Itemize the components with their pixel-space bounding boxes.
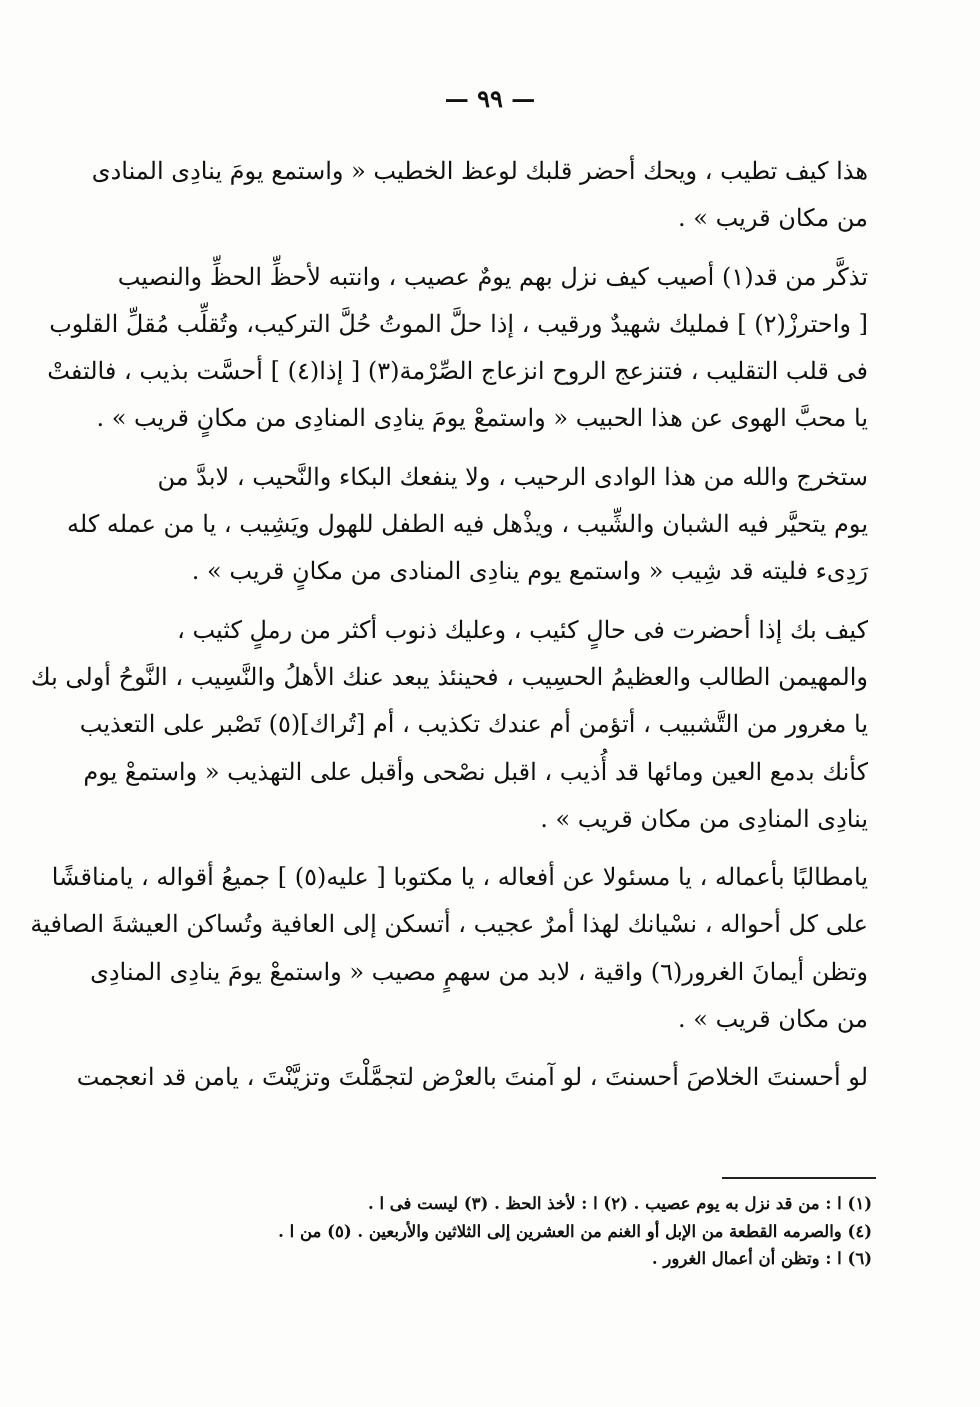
- main-text: [30, 148, 868, 1102]
- paragraph-gap: [150, 596, 868, 607]
- text-line: على كل أحواله ، نسْيانك لهذا أمرٌ عجيب ، أتسكن إلى العافية وتُساكن العيشةَ الصافية: [30, 910, 868, 939]
- text-line: يوم يتحيَّر فيه الشبان والشِّيب ، ويذْهل فيه الطفل للهول ويَشِيب ، يا من عمله كله: [67, 510, 868, 539]
- text-line: يامطالبًا بأعماله ، يا مسئولا عن أفعاله ، يا مكتوبا [ عليه(٥) ] جميعُ أقواله ، يامناقشًا: [51, 863, 868, 892]
- paragraph-gap: [150, 243, 868, 254]
- text-line: [ واحترزْ(٢) ] فمليك شهيدٌ ورقيب ، إذا حلَّ الموتُ حُلَّ التركيب، وتُقلِّب مُقلِّ القلوب: [49, 309, 868, 338]
- paragraph-gap: [150, 1043, 868, 1054]
- text-line: من مكان قريب » .: [678, 204, 868, 233]
- text-line: ينادِى المنادِى من مكان قريب » .: [540, 804, 868, 833]
- text-line: من مكان قريب » .: [678, 1005, 868, 1034]
- footnote-separator: [722, 1177, 876, 1179]
- footnote-line: (٦) ا : وتظن أن أعمال الغرور .: [651, 1249, 872, 1268]
- text-line: كيف بك إذا أحضرت فى حالٍ كئيب ، وعليك ذنوب أكثر من رملٍ كثيب ،: [177, 615, 868, 644]
- text-line: والمهيمن الطالب والعظيمُ الحسِيب ، فحينئذ يبعد عنك الأهلُ والنَّسِيب ، النَّوحُ أولى بك: [30, 662, 868, 691]
- text-line: تذكَّر من قد(١) أصيب كيف نزل بهم يومٌ عصيب ، وانتبه لأحظِّ الحظِّ والنصيب: [117, 262, 868, 291]
- footnotes: [150, 1190, 872, 1273]
- text-line: ستخرج والله من هذا الوادى الرحيب ، ولا ينفعك البكاء والنَّحيب ، لابدَّ من: [157, 462, 868, 491]
- text-line: فى قلب التقليب ، فتنزعج الروح انزعاج الصِّرْمة(٣) [ إذا(٤) ] أحسَّت بذيب ، فالتفتْ: [47, 357, 868, 386]
- page-number: — ٩٩ —: [444, 84, 536, 113]
- paragraph-gap: [150, 443, 868, 454]
- footnote-line: (٤) والصرمه القطعة من الإبل أو الغنم من العشرين إلى الثلاثين والأربعين . (٥) من ا .: [278, 1221, 872, 1241]
- footnote-line: (١) ا : من قد نزل به يوم عصيب . (٢) ا : لأخذ الحظ . (٣) ليست فى ا .: [367, 1194, 872, 1213]
- text-line: يا مغرور من التَّشبيب ، أتؤمن أم عندك تكذيب ، أم [تُراك](٥) تَصْبر على التعذيب: [79, 710, 868, 739]
- text-line: هذا كيف تطيب ، ويحك أحضر قلبك لوعظ الخطيب « واستمع يومَ ينادِى المنادى: [91, 157, 868, 185]
- text-line: كأنك بدمع العين ومائها قد أُذيب ، اقبل نصْحى وأقبل على التهذيب « واستمعْ يوم: [83, 757, 868, 786]
- text-line: يا محبَّ الهوى عن هذا الحبيب « واستمعْ يومَ ينادِى المنادِى من مكانٍ قريب » .: [96, 404, 868, 433]
- paragraph-gap: [150, 843, 868, 854]
- text-line: رَدِىء فليته قد شِيب « واستمع يوم ينادِى المنادى من مكانٍ قريب » .: [191, 557, 868, 586]
- text-line: وتظن أيمانَ الغرور(٦) واقية ، لابد من سهمٍ مصيب « واستمعْ يومَ ينادِى المنادِى: [90, 957, 868, 986]
- text-line: لو أحسنتَ الخلاصَ أحسنتَ ، لو آمنتَ بالعرْض لتجمَّلْتَ وتزيَّنْتَ ، يامن قد انعجمت: [76, 1063, 868, 1092]
